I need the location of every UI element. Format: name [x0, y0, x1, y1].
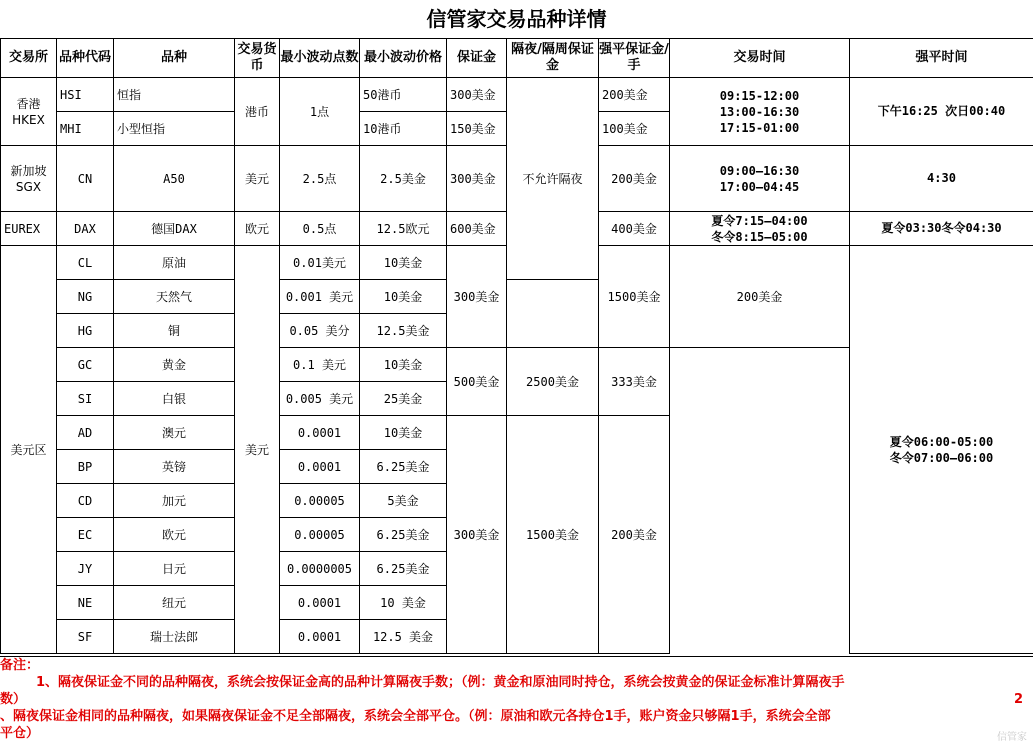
tick-cell: 1点: [280, 78, 360, 146]
tick-cell: 0.05 美分: [280, 314, 360, 348]
margin-group-2: 500美金: [447, 348, 507, 416]
code-cell: CD: [57, 484, 114, 518]
note-line-2: [0, 691, 1033, 708]
product-cell: 黄金: [114, 348, 235, 382]
tick-cell: 0.0000005: [280, 552, 360, 586]
code-cell: GC: [57, 348, 114, 382]
currency-cell: 欧元: [235, 212, 280, 246]
code-cell: HG: [57, 314, 114, 348]
value-cell: 10美金: [360, 416, 447, 450]
exchange-usd: 美元区: [1, 246, 57, 654]
value-cell: 12.5美金: [360, 314, 447, 348]
liq-cell: 100美金: [599, 112, 670, 146]
hours-eurex: 夏令7:15—04:00 冬令8:15—05:00: [670, 212, 850, 246]
code-cell: DAX: [57, 212, 114, 246]
value-cell: 10美金: [360, 246, 447, 280]
overnight-group-1: 1500美金: [599, 246, 670, 348]
code-cell: SF: [57, 620, 114, 654]
exchange-sgx: 新加坡 SGX: [1, 146, 57, 212]
product-cell: 铜: [114, 314, 235, 348]
exchange-hkex: 香港 HKEX: [1, 78, 57, 146]
margin-cell: 300美金: [447, 146, 507, 212]
value-cell: 50港币: [360, 78, 447, 112]
hours-usd: 夏令06:00-05:00 冬令07:00—06:00: [850, 246, 1033, 654]
code-cell: SI: [57, 382, 114, 416]
header-liquidation-margin: 强平保证金/手: [599, 39, 670, 78]
header-liquidation-time: 强平时间: [850, 39, 1033, 78]
tick-cell: 0.0001: [280, 450, 360, 484]
page-title: 信管家交易品种详情: [0, 0, 1033, 38]
code-cell: NG: [57, 280, 114, 314]
liq-cell: 400美金: [599, 212, 670, 246]
tick-cell: 0.00005: [280, 484, 360, 518]
value-cell: 10 美金: [360, 586, 447, 620]
currency-cell: 美元: [235, 146, 280, 212]
margin-cell: 150美金: [447, 112, 507, 146]
tick-cell: 0.01美元: [280, 246, 360, 280]
overnight-group-3: 1500美金: [507, 416, 599, 654]
product-cell: 欧元: [114, 518, 235, 552]
code-cell: MHI: [57, 112, 114, 146]
liq-cell: 200美金: [599, 78, 670, 112]
liq-group-1: 200美金: [670, 246, 850, 348]
value-cell: 12.5 美金: [360, 620, 447, 654]
header-currency: 交易货币: [235, 39, 280, 78]
value-cell: 5美金: [360, 484, 447, 518]
value-cell: 12.5欧元: [360, 212, 447, 246]
table-row-hsi: [1, 78, 1033, 112]
code-cell: AD: [57, 416, 114, 450]
margin-group-3: 300美金: [447, 416, 507, 654]
product-cell: 瑞士法郎: [114, 620, 235, 654]
margin-group-1: 300美金: [447, 246, 507, 348]
code-cell: CN: [57, 146, 114, 212]
value-cell: 6.25美金: [360, 552, 447, 586]
currency-usd: 美元: [235, 246, 280, 654]
header-row: [1, 39, 1033, 78]
product-cell: 恒指: [114, 78, 235, 112]
close-time-eurex: 夏令03:30冬令04:30: [850, 212, 1033, 246]
note-line-3: 、隔夜保证金相同的品种隔夜，如果隔夜保证金不足全部隔夜，系统会全部平仓。（例：原油和欧元各持仓1手，账户资金只够隔1手，系统会全部: [0, 708, 1033, 725]
liq-group-2: 333美金: [599, 348, 670, 416]
notes-section: [0, 656, 1033, 746]
tick-cell: 0.001 美元: [280, 280, 360, 314]
product-cell: 天然气: [114, 280, 235, 314]
note-line-2-start: 数）: [0, 692, 26, 707]
value-cell: 10港币: [360, 112, 447, 146]
code-cell: JY: [57, 552, 114, 586]
value-cell: 10美金: [360, 348, 447, 382]
liq-group-3: 200美金: [599, 416, 670, 654]
overnight-not-allowed: 不允许隔夜: [507, 78, 599, 280]
value-cell: 6.25美金: [360, 450, 447, 484]
hours-hkex: 09:15-12:00 13:00-16:30 17:15-01:00: [670, 78, 850, 146]
exchange-eurex: EUREX: [1, 212, 57, 246]
header-min-tick: 最小波动点数: [280, 39, 360, 78]
code-cell: HSI: [57, 78, 114, 112]
product-cell: 英镑: [114, 450, 235, 484]
product-cell: 原油: [114, 246, 235, 280]
notes-label: 备注：: [0, 657, 1033, 674]
header-overnight-margin: 隔夜/隔周保证金: [507, 39, 599, 78]
header-margin: 保证金: [447, 39, 507, 78]
value-cell: 10美金: [360, 280, 447, 314]
overnight-group-2: 2500美金: [507, 348, 599, 416]
watermark: 信管家: [997, 728, 1027, 743]
tick-cell: 2.5点: [280, 146, 360, 212]
header-trading-hours: 交易时间: [670, 39, 850, 78]
tick-cell: 0.005 美元: [280, 382, 360, 416]
product-cell: 纽元: [114, 586, 235, 620]
note-number-2: 2: [1014, 691, 1023, 708]
tick-cell: 0.0001: [280, 586, 360, 620]
value-cell: 6.25美金: [360, 518, 447, 552]
close-time-hkex: 下午16:25 次日00:40: [850, 78, 1033, 146]
product-cell: 小型恒指: [114, 112, 235, 146]
code-cell: BP: [57, 450, 114, 484]
close-time-sgx: 4:30: [850, 146, 1033, 212]
tick-cell: 0.1 美元: [280, 348, 360, 382]
product-table: [0, 38, 1033, 654]
margin-cell: 300美金: [447, 78, 507, 112]
code-cell: NE: [57, 586, 114, 620]
tick-cell: 0.0001: [280, 416, 360, 450]
product-cell: A50: [114, 146, 235, 212]
note-line-4: 平仓）: [0, 725, 1033, 742]
hours-sgx: 09:00—16:30 17:00—04:45: [670, 146, 850, 212]
header-code: 品种代码: [57, 39, 114, 78]
currency-cell: 港币: [235, 78, 280, 146]
product-cell: 日元: [114, 552, 235, 586]
product-cell: 澳元: [114, 416, 235, 450]
header-product: 品种: [114, 39, 235, 78]
product-cell: 德国DAX: [114, 212, 235, 246]
value-cell: 2.5美金: [360, 146, 447, 212]
margin-cell: 600美金: [447, 212, 507, 246]
product-cell: 加元: [114, 484, 235, 518]
tick-cell: 0.00005: [280, 518, 360, 552]
note-line-1: 1、隔夜保证金不同的品种隔夜，系统会按保证金高的品种计算隔夜手数；（例：黄金和原油同时持仓，系统会按黄金的保证金标准计算隔夜手: [0, 674, 1033, 691]
code-cell: EC: [57, 518, 114, 552]
header-exchange: 交易所: [1, 39, 57, 78]
header-min-tick-value: 最小波动价格: [360, 39, 447, 78]
code-cell: CL: [57, 246, 114, 280]
value-cell: 25美金: [360, 382, 447, 416]
product-cell: 白银: [114, 382, 235, 416]
tick-cell: 0.0001: [280, 620, 360, 654]
tick-cell: 0.5点: [280, 212, 360, 246]
liq-cell: 200美金: [599, 146, 670, 212]
